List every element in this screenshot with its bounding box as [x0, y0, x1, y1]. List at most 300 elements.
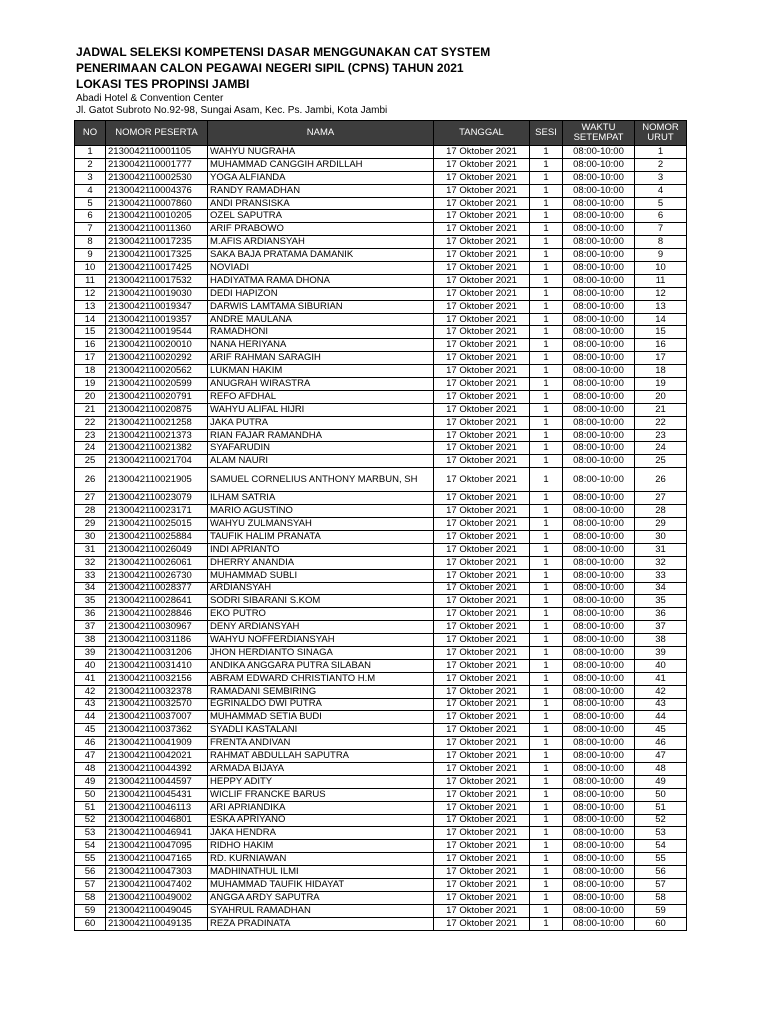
cell-no: 34	[75, 582, 106, 595]
cell-nomor-peserta: 2130042110049045	[106, 904, 208, 917]
cell-sesi: 1	[530, 724, 563, 737]
table-row	[75, 698, 687, 711]
cell-no: 14	[75, 313, 106, 326]
cell-nomor-peserta: 2130042110017425	[106, 262, 208, 275]
cell-nomor-peserta: 2130042110025884	[106, 530, 208, 543]
cell-waktu: 08:00-10:00	[563, 184, 635, 197]
cell-nomor-urut: 50	[635, 788, 687, 801]
cell-sesi: 1	[530, 775, 563, 788]
cell-no: 4	[75, 184, 106, 197]
cell-nomor-urut: 52	[635, 814, 687, 827]
table-row	[75, 582, 687, 595]
cell-waktu: 08:00-10:00	[563, 659, 635, 672]
cell-nama: NANA HERIYANA	[208, 339, 434, 352]
cell-nama: RAMADANI SEMBIRING	[208, 685, 434, 698]
cell-nomor-urut: 29	[635, 518, 687, 531]
cell-nama: ARI APRIANDIKA	[208, 801, 434, 814]
table-row	[75, 365, 687, 378]
cell-no: 19	[75, 378, 106, 391]
cell-no: 40	[75, 659, 106, 672]
cell-no: 9	[75, 249, 106, 262]
table-row	[75, 801, 687, 814]
cell-waktu: 08:00-10:00	[563, 698, 635, 711]
table-row	[75, 646, 687, 659]
table-row	[75, 249, 687, 262]
cell-no: 18	[75, 365, 106, 378]
table-row	[75, 775, 687, 788]
cell-tanggal: 17 Oktober 2021	[434, 904, 530, 917]
column-header-nama: NAMA	[208, 121, 434, 146]
cell-no: 6	[75, 210, 106, 223]
table-row	[75, 762, 687, 775]
cell-no: 59	[75, 904, 106, 917]
cell-sesi: 1	[530, 543, 563, 556]
table-row	[75, 236, 687, 249]
cell-nomor-peserta: 2130042110047165	[106, 853, 208, 866]
cell-nama: RD. KURNIAWAN	[208, 853, 434, 866]
table-row	[75, 442, 687, 455]
cell-nomor-peserta: 2130042110019347	[106, 300, 208, 313]
cell-nomor-urut: 14	[635, 313, 687, 326]
table-row	[75, 866, 687, 879]
cell-nama: ARIF PRABOWO	[208, 223, 434, 236]
cell-sesi: 1	[530, 429, 563, 442]
cell-nomor-peserta: 2130042110032570	[106, 698, 208, 711]
cell-sesi: 1	[530, 582, 563, 595]
cell-sesi: 1	[530, 274, 563, 287]
cell-tanggal: 17 Oktober 2021	[434, 416, 530, 429]
cell-nomor-urut: 26	[635, 468, 687, 492]
cell-sesi: 1	[530, 866, 563, 879]
table-row	[75, 556, 687, 569]
cell-nomor-urut: 56	[635, 866, 687, 879]
cell-no: 12	[75, 287, 106, 300]
table-row	[75, 827, 687, 840]
cell-waktu: 08:00-10:00	[563, 429, 635, 442]
table-header-row	[75, 121, 687, 146]
table-row	[75, 158, 687, 171]
cell-waktu: 08:00-10:00	[563, 711, 635, 724]
table-row	[75, 339, 687, 352]
document-title-line-1: JADWAL SELEKSI KOMPETENSI DASAR MENGGUNAKAN CAT SYSTEM	[76, 45, 491, 59]
cell-no: 31	[75, 543, 106, 556]
table-row	[75, 492, 687, 505]
cell-nama: SAMUEL CORNELIUS ANTHONY MARBUN, SH	[208, 468, 434, 492]
cell-waktu: 08:00-10:00	[563, 171, 635, 184]
cell-nomor-peserta: 2130042110026061	[106, 556, 208, 569]
cell-nomor-peserta: 2130042110017235	[106, 236, 208, 249]
cell-sesi: 1	[530, 210, 563, 223]
cell-no: 25	[75, 455, 106, 468]
cell-sesi: 1	[530, 197, 563, 210]
cell-sesi: 1	[530, 814, 563, 827]
cell-nama: HADIYATMA RAMA DHONA	[208, 274, 434, 287]
cell-tanggal: 17 Oktober 2021	[434, 518, 530, 531]
cell-nomor-peserta: 2130042110046113	[106, 801, 208, 814]
cell-nomor-urut: 47	[635, 750, 687, 763]
cell-no: 21	[75, 403, 106, 416]
cell-no: 42	[75, 685, 106, 698]
table-row	[75, 750, 687, 763]
cell-nomor-urut: 37	[635, 621, 687, 634]
cell-waktu: 08:00-10:00	[563, 582, 635, 595]
cell-tanggal: 17 Oktober 2021	[434, 492, 530, 505]
cell-waktu: 08:00-10:00	[563, 236, 635, 249]
cell-nama: JAKA PUTRA	[208, 416, 434, 429]
cell-nomor-peserta: 2130042110031410	[106, 659, 208, 672]
cell-nomor-urut: 22	[635, 416, 687, 429]
cell-nama: EGRINALDO DWI PUTRA	[208, 698, 434, 711]
table-row	[75, 468, 687, 492]
table-row	[75, 840, 687, 853]
cell-waktu: 08:00-10:00	[563, 827, 635, 840]
cell-tanggal: 17 Oktober 2021	[434, 840, 530, 853]
cell-tanggal: 17 Oktober 2021	[434, 556, 530, 569]
cell-nama: ABRAM EDWARD CHRISTIANTO H.M	[208, 672, 434, 685]
cell-nama: ILHAM SATRIA	[208, 492, 434, 505]
cell-nomor-peserta: 2130042110021382	[106, 442, 208, 455]
cell-waktu: 08:00-10:00	[563, 492, 635, 505]
cell-nomor-urut: 39	[635, 646, 687, 659]
cell-no: 10	[75, 262, 106, 275]
cell-nomor-urut: 38	[635, 634, 687, 647]
cell-waktu: 08:00-10:00	[563, 853, 635, 866]
cell-no: 7	[75, 223, 106, 236]
cell-tanggal: 17 Oktober 2021	[434, 223, 530, 236]
table-row	[75, 184, 687, 197]
cell-nomor-peserta: 2130042110020599	[106, 378, 208, 391]
cell-nomor-peserta: 2130042110032156	[106, 672, 208, 685]
cell-nomor-urut: 23	[635, 429, 687, 442]
table-row	[75, 262, 687, 275]
cell-nomor-urut: 7	[635, 223, 687, 236]
cell-nomor-peserta: 2130042110028377	[106, 582, 208, 595]
cell-nama: RAMADHONI	[208, 326, 434, 339]
cell-nomor-urut: 19	[635, 378, 687, 391]
table-header	[75, 121, 687, 146]
cell-nomor-urut: 13	[635, 300, 687, 313]
cell-nomor-urut: 8	[635, 236, 687, 249]
table-row	[75, 788, 687, 801]
table-row	[75, 724, 687, 737]
cell-no: 35	[75, 595, 106, 608]
cell-waktu: 08:00-10:00	[563, 737, 635, 750]
cell-sesi: 1	[530, 634, 563, 647]
cell-tanggal: 17 Oktober 2021	[434, 274, 530, 287]
cell-tanggal: 17 Oktober 2021	[434, 442, 530, 455]
cell-sesi: 1	[530, 326, 563, 339]
cell-nomor-urut: 44	[635, 711, 687, 724]
venue-name: Abadi Hotel & Convention Center	[76, 93, 224, 104]
cell-sesi: 1	[530, 403, 563, 416]
cell-nomor-peserta: 2130042110037007	[106, 711, 208, 724]
cell-nomor-peserta: 2130042110044392	[106, 762, 208, 775]
cell-nomor-urut: 24	[635, 442, 687, 455]
cell-waktu: 08:00-10:00	[563, 608, 635, 621]
cell-waktu: 08:00-10:00	[563, 724, 635, 737]
cell-nama: DHERRY ANANDIA	[208, 556, 434, 569]
cell-sesi: 1	[530, 365, 563, 378]
table-row	[75, 814, 687, 827]
cell-nomor-urut: 45	[635, 724, 687, 737]
cell-nomor-urut: 58	[635, 891, 687, 904]
table-row	[75, 659, 687, 672]
cell-no: 16	[75, 339, 106, 352]
cell-nomor-peserta: 2130042110046941	[106, 827, 208, 840]
cell-waktu: 08:00-10:00	[563, 352, 635, 365]
cell-nama: REZA PRADINATA	[208, 917, 434, 930]
cell-no: 20	[75, 390, 106, 403]
table-row	[75, 223, 687, 236]
cell-sesi: 1	[530, 146, 563, 159]
cell-no: 39	[75, 646, 106, 659]
column-header-waktu-setempat: WAKTU SETEMPAT	[563, 121, 635, 146]
cell-no: 15	[75, 326, 106, 339]
cell-sesi: 1	[530, 262, 563, 275]
cell-nomor-peserta: 2130042110021258	[106, 416, 208, 429]
cell-nomor-urut: 21	[635, 403, 687, 416]
cell-nomor-peserta: 2130042110025015	[106, 518, 208, 531]
cell-nomor-urut: 40	[635, 659, 687, 672]
cell-nomor-peserta: 2130042110030967	[106, 621, 208, 634]
cell-sesi: 1	[530, 352, 563, 365]
cell-sesi: 1	[530, 416, 563, 429]
cell-nama: SAKA BAJA PRATAMA DAMANIK	[208, 249, 434, 262]
cell-sesi: 1	[530, 659, 563, 672]
cell-waktu: 08:00-10:00	[563, 685, 635, 698]
cell-sesi: 1	[530, 236, 563, 249]
cell-nomor-peserta: 2130042110028641	[106, 595, 208, 608]
cell-sesi: 1	[530, 249, 563, 262]
cell-nomor-peserta: 2130042110046801	[106, 814, 208, 827]
table-row	[75, 313, 687, 326]
cell-waktu: 08:00-10:00	[563, 775, 635, 788]
cell-nomor-peserta: 2130042110042021	[106, 750, 208, 763]
cell-nomor-urut: 1	[635, 146, 687, 159]
cell-nama: FRENTA ANDIVAN	[208, 737, 434, 750]
cell-no: 37	[75, 621, 106, 634]
column-header-no: NO	[75, 121, 106, 146]
cell-nomor-peserta: 2130042110023079	[106, 492, 208, 505]
cell-waktu: 08:00-10:00	[563, 801, 635, 814]
cell-nomor-urut: 34	[635, 582, 687, 595]
cell-nama: WAHYU ALIFAL HIJRI	[208, 403, 434, 416]
cell-nama: DENY ARDIANSYAH	[208, 621, 434, 634]
cell-nama: LUKMAN HAKIM	[208, 365, 434, 378]
column-header-sesi: SESI	[530, 121, 563, 146]
cell-sesi: 1	[530, 672, 563, 685]
cell-nomor-peserta: 2130042110004376	[106, 184, 208, 197]
cell-waktu: 08:00-10:00	[563, 442, 635, 455]
table-row	[75, 904, 687, 917]
cell-nomor-peserta: 2130042110037362	[106, 724, 208, 737]
cell-nama: ARIF RAHMAN SARAGIH	[208, 352, 434, 365]
cell-tanggal: 17 Oktober 2021	[434, 326, 530, 339]
cell-waktu: 08:00-10:00	[563, 878, 635, 891]
cell-sesi: 1	[530, 917, 563, 930]
venue-address: Jl. Gatot Subroto No.92-98, Sungai Asam, Kec. Ps. Jambi, Kota Jambi	[76, 105, 388, 116]
table-row	[75, 621, 687, 634]
cell-tanggal: 17 Oktober 2021	[434, 249, 530, 262]
cell-waktu: 08:00-10:00	[563, 569, 635, 582]
cell-tanggal: 17 Oktober 2021	[434, 646, 530, 659]
cell-sesi: 1	[530, 556, 563, 569]
cell-no: 51	[75, 801, 106, 814]
cell-nama: JHON HERDIANTO SINAGA	[208, 646, 434, 659]
cell-tanggal: 17 Oktober 2021	[434, 339, 530, 352]
cell-nomor-urut: 48	[635, 762, 687, 775]
cell-nomor-urut: 25	[635, 455, 687, 468]
cell-sesi: 1	[530, 378, 563, 391]
cell-tanggal: 17 Oktober 2021	[434, 287, 530, 300]
cell-waktu: 08:00-10:00	[563, 210, 635, 223]
cell-sesi: 1	[530, 492, 563, 505]
cell-sesi: 1	[530, 904, 563, 917]
cell-nama: REFO AFDHAL	[208, 390, 434, 403]
cell-nomor-peserta: 2130042110045431	[106, 788, 208, 801]
cell-tanggal: 17 Oktober 2021	[434, 505, 530, 518]
cell-nama: MARIO AGUSTINO	[208, 505, 434, 518]
cell-nomor-peserta: 2130042110017325	[106, 249, 208, 262]
cell-waktu: 08:00-10:00	[563, 158, 635, 171]
table-row	[75, 455, 687, 468]
cell-no: 29	[75, 518, 106, 531]
cell-no: 17	[75, 352, 106, 365]
cell-nomor-peserta: 2130042110017532	[106, 274, 208, 287]
cell-waktu: 08:00-10:00	[563, 416, 635, 429]
table-row	[75, 326, 687, 339]
cell-sesi: 1	[530, 737, 563, 750]
cell-no: 28	[75, 505, 106, 518]
cell-nomor-urut: 60	[635, 917, 687, 930]
cell-nomor-urut: 31	[635, 543, 687, 556]
cell-nomor-urut: 11	[635, 274, 687, 287]
cell-nomor-urut: 32	[635, 556, 687, 569]
cell-sesi: 1	[530, 788, 563, 801]
table-row	[75, 352, 687, 365]
cell-tanggal: 17 Oktober 2021	[434, 300, 530, 313]
cell-tanggal: 17 Oktober 2021	[434, 750, 530, 763]
table-row	[75, 878, 687, 891]
cell-no: 24	[75, 442, 106, 455]
cell-nomor-urut: 20	[635, 390, 687, 403]
cell-no: 27	[75, 492, 106, 505]
cell-nomor-peserta: 2130042110026049	[106, 543, 208, 556]
cell-tanggal: 17 Oktober 2021	[434, 210, 530, 223]
cell-no: 50	[75, 788, 106, 801]
cell-nomor-urut: 36	[635, 608, 687, 621]
cell-nama: INDI APRIANTO	[208, 543, 434, 556]
cell-sesi: 1	[530, 801, 563, 814]
cell-waktu: 08:00-10:00	[563, 840, 635, 853]
cell-tanggal: 17 Oktober 2021	[434, 608, 530, 621]
cell-waktu: 08:00-10:00	[563, 556, 635, 569]
cell-nama: RIAN FAJAR RAMANDHA	[208, 429, 434, 442]
cell-sesi: 1	[530, 685, 563, 698]
table-row	[75, 505, 687, 518]
cell-sesi: 1	[530, 891, 563, 904]
cell-sesi: 1	[530, 442, 563, 455]
table-row	[75, 891, 687, 904]
cell-no: 43	[75, 698, 106, 711]
cell-nomor-peserta: 2130042110047095	[106, 840, 208, 853]
cell-nama: ANUGRAH WIRASTRA	[208, 378, 434, 391]
cell-nama: ANDIKA ANGGARA PUTRA SILABAN	[208, 659, 434, 672]
cell-tanggal: 17 Oktober 2021	[434, 365, 530, 378]
cell-no: 32	[75, 556, 106, 569]
cell-tanggal: 17 Oktober 2021	[434, 672, 530, 685]
cell-nomor-urut: 10	[635, 262, 687, 275]
cell-no: 52	[75, 814, 106, 827]
cell-nama: ARMADA BIJAYA	[208, 762, 434, 775]
cell-sesi: 1	[530, 646, 563, 659]
cell-nomor-urut: 53	[635, 827, 687, 840]
cell-tanggal: 17 Oktober 2021	[434, 146, 530, 159]
cell-nomor-peserta: 2130042110031206	[106, 646, 208, 659]
cell-no: 38	[75, 634, 106, 647]
cell-nomor-urut: 35	[635, 595, 687, 608]
table-row	[75, 685, 687, 698]
cell-nama: MUHAMMAD CANGGIH ARDILLAH	[208, 158, 434, 171]
cell-nama: WAHYU ZULMANSYAH	[208, 518, 434, 531]
table-row	[75, 403, 687, 416]
cell-tanggal: 17 Oktober 2021	[434, 569, 530, 582]
cell-tanggal: 17 Oktober 2021	[434, 762, 530, 775]
cell-tanggal: 17 Oktober 2021	[434, 737, 530, 750]
cell-tanggal: 17 Oktober 2021	[434, 685, 530, 698]
table-row	[75, 569, 687, 582]
cell-sesi: 1	[530, 300, 563, 313]
cell-nomor-peserta: 2130042110044597	[106, 775, 208, 788]
cell-waktu: 08:00-10:00	[563, 365, 635, 378]
cell-no: 58	[75, 891, 106, 904]
cell-nomor-urut: 46	[635, 737, 687, 750]
cell-tanggal: 17 Oktober 2021	[434, 634, 530, 647]
cell-tanggal: 17 Oktober 2021	[434, 403, 530, 416]
cell-no: 2	[75, 158, 106, 171]
cell-sesi: 1	[530, 468, 563, 492]
cell-nomor-urut: 27	[635, 492, 687, 505]
cell-waktu: 08:00-10:00	[563, 672, 635, 685]
cell-tanggal: 17 Oktober 2021	[434, 866, 530, 879]
cell-nomor-urut: 15	[635, 326, 687, 339]
cell-nama: MUHAMMAD SUBLI	[208, 569, 434, 582]
cell-nama: DARWIS LAMTAMA SIBURIAN	[208, 300, 434, 313]
cell-nama: SYAHRUL RAMADHAN	[208, 904, 434, 917]
document-header	[76, 44, 716, 117]
table-row	[75, 711, 687, 724]
cell-nomor-urut: 4	[635, 184, 687, 197]
cell-tanggal: 17 Oktober 2021	[434, 390, 530, 403]
cell-tanggal: 17 Oktober 2021	[434, 827, 530, 840]
cell-sesi: 1	[530, 184, 563, 197]
cell-tanggal: 17 Oktober 2021	[434, 698, 530, 711]
cell-nomor-peserta: 2130042110049135	[106, 917, 208, 930]
cell-nama: ANDRE MAULANA	[208, 313, 434, 326]
cell-nomor-urut: 55	[635, 853, 687, 866]
cell-nomor-urut: 33	[635, 569, 687, 582]
cell-nomor-peserta: 2130042110049002	[106, 891, 208, 904]
cell-waktu: 08:00-10:00	[563, 378, 635, 391]
cell-waktu: 08:00-10:00	[563, 197, 635, 210]
cell-tanggal: 17 Oktober 2021	[434, 171, 530, 184]
table-row	[75, 287, 687, 300]
cell-nama: SYAFARUDIN	[208, 442, 434, 455]
cell-waktu: 08:00-10:00	[563, 313, 635, 326]
table-row	[75, 634, 687, 647]
cell-nama: MADHINATHUL ILMI	[208, 866, 434, 879]
cell-tanggal: 17 Oktober 2021	[434, 775, 530, 788]
